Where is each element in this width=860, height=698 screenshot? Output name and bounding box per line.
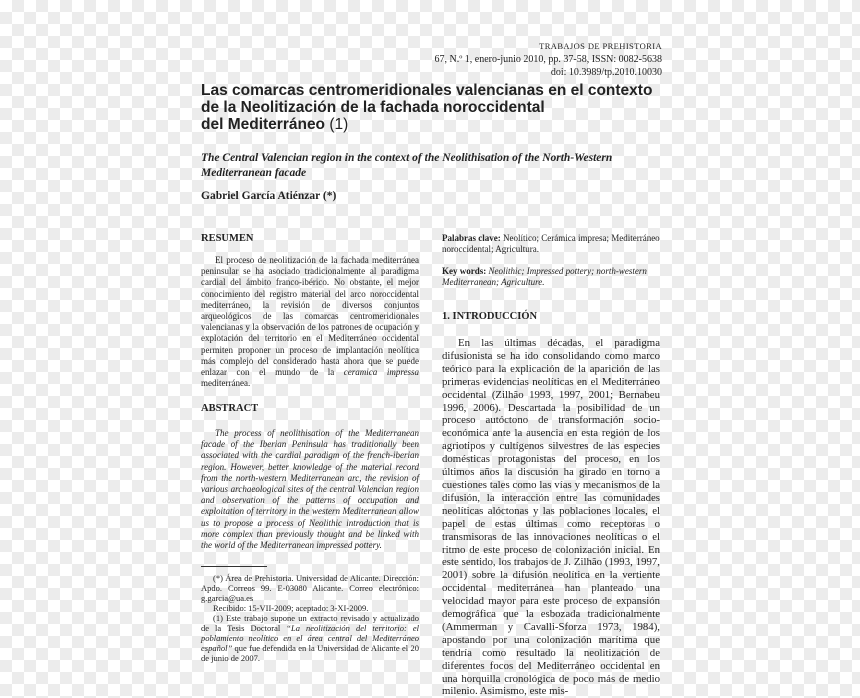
keywords-en: [442, 266, 660, 288]
footnote-affiliation: (*) Área de Prehistoria. Universidad de Alicante. Dirección: Apdo. Correos 99. E-03080 Alicante. Correo electrónico: g.garcia@ua.es: [201, 573, 419, 603]
abstract-text: [201, 428, 419, 551]
journal-name: TRABAJOS DE PREHISTORIA: [539, 41, 662, 51]
title-line-2: de la Neolitización de la fachada noroccidental: [201, 99, 545, 116]
title-line-3: del Mediterráneo: [201, 116, 326, 133]
section-1-paragraph: En las últimas décadas, el paradigma difusionista se ha ido consolidando como marco teórico para la explicación de la aparición de las primeras evidencias neolíticas en el Mediterráneo occidental (Zilhão 1993, 1997, 2001; Bernabeu 1996, 2006). Descartada la posibilidad de un proceso autóctono de transformación socio-económica ante la ausencia en esta región de los agriotipos y cultígenos silvestres de las especies domésticas protagonistas del proceso, en los últimos años la discusión ha girado en torno a cuestiones tales como las vías y mecanismos de la difusión, la interacción entre las comunidades neolíticas alóctonas y las poblaciones locales, el papel de estas últimas como receptoras o transmisoras de las innovaciones neolíticas o el ritmo de este proceso de colonización inicial. En este sentido, los trabajos de J. Zilhão (1993, 1997, 2001) sobre la difusión neolítica en la vertiente occidental mediterránea han planteado una velocidad mayor para este proceso de expansión demográfica que la esbozada tradicionalmente (Ammerman y Cavalli-Sforza 1973, 1984), apostando por una colonización marítima que tendría como resultado la neolitización de diferentes focos del Mediterráneo occidental en una horquilla cronológica de poco más de medio milenio. Asimismo, este mis-: [442, 337, 660, 698]
title-note: (1): [329, 116, 349, 133]
resumen-text: [201, 255, 419, 389]
keywords-es-label: Palabras clave:: [442, 233, 501, 243]
abstract-paragraph: The process of neolithisation of the Mediterranean facade of the Iberian Peninsula has traditionally been associated with the cardial paradigm of the french-iberian region. However, better knowledge of the material record from the north-western Mediterranean arc, the revision of various archaeological sites of the central Valencian region and observation of the patterns of occupation and exploitation of territory in the western Mediterranean allow us to propose a process of Neolithic introduction that is more complex than previously thought and be linked with the world of the Mediterranean impressed pottery.: [201, 428, 419, 551]
section-1-heading: 1. INTRODUCCIÓN: [442, 311, 538, 322]
abstract-heading: ABSTRACT: [201, 403, 259, 414]
author: Gabriel García Atiénzar (*): [201, 190, 337, 202]
keywords-es-text: Neolítico; Cerámica impresa; Mediterráneo noroccidental; Agricultura.: [442, 233, 660, 254]
english-title: The Central Valencian region in the context of the Neolithisation of the North-Western Mediterranean facade: [201, 152, 613, 179]
journal-header: [434, 40, 662, 79]
section-1-text: [442, 337, 660, 698]
keywords-en-label: Key words:: [442, 266, 487, 276]
doi: doi: 10.3989/tp.2010.10030: [550, 67, 662, 78]
resumen-text-italic: ceramica impressa: [343, 367, 420, 378]
footnote-rule: [201, 566, 267, 567]
footnote-1-end: que fue defendida en la Universidad de Alicante el 20 de junio de 2007.: [201, 643, 419, 663]
resumen-text-main: El proceso de neolitización de la fachada mediterránea peninsular se ha asociado tradicionalmente al paradigma cardial del ámbito franco-ibérico. No obstante, el mejor conocimiento del registro material del arco noroccidental mediterráneo, la revisión de diversos conjuntos arqueológicos de las comarcas centromeridionales valencianas y la observación de los patrones de ocupación y explotación del territorio en el Mediterráneo occidental permiten proponer un proceso de implantación neolítica más complejo del considerado hasta ahora que se puede enlazar con el mundo de la: [201, 255, 419, 378]
resumen-text-end: mediterránea.: [201, 378, 251, 389]
footnote-received: Recibido: 15-VII-2009; aceptado: 3-XI-2009.: [213, 603, 369, 613]
footnote-1-text: (1) Este trabajo supone un extracto revisado y actualizado de la Tesis Doctoral: [201, 613, 419, 633]
title-line-1: Las comarcas centromeridionales valencianas en el contexto: [201, 82, 653, 99]
resumen-heading: RESUMEN: [201, 233, 254, 244]
paper-title: [201, 82, 681, 133]
keywords-en-text: Neolithic; Impressed pottery; north-western Mediterranean; Agriculture.: [442, 266, 647, 287]
footnote-1-italic: “La neolitización del territorio: el poblamiento neolítico en el área central del Mediterráneo español”: [201, 623, 420, 653]
keywords-es: [442, 233, 660, 255]
issue-info: 67, N.º 1, enero-junio 2010, pp. 37-58, ISSN: 0082-5638: [434, 54, 662, 65]
footnotes: [201, 573, 419, 663]
